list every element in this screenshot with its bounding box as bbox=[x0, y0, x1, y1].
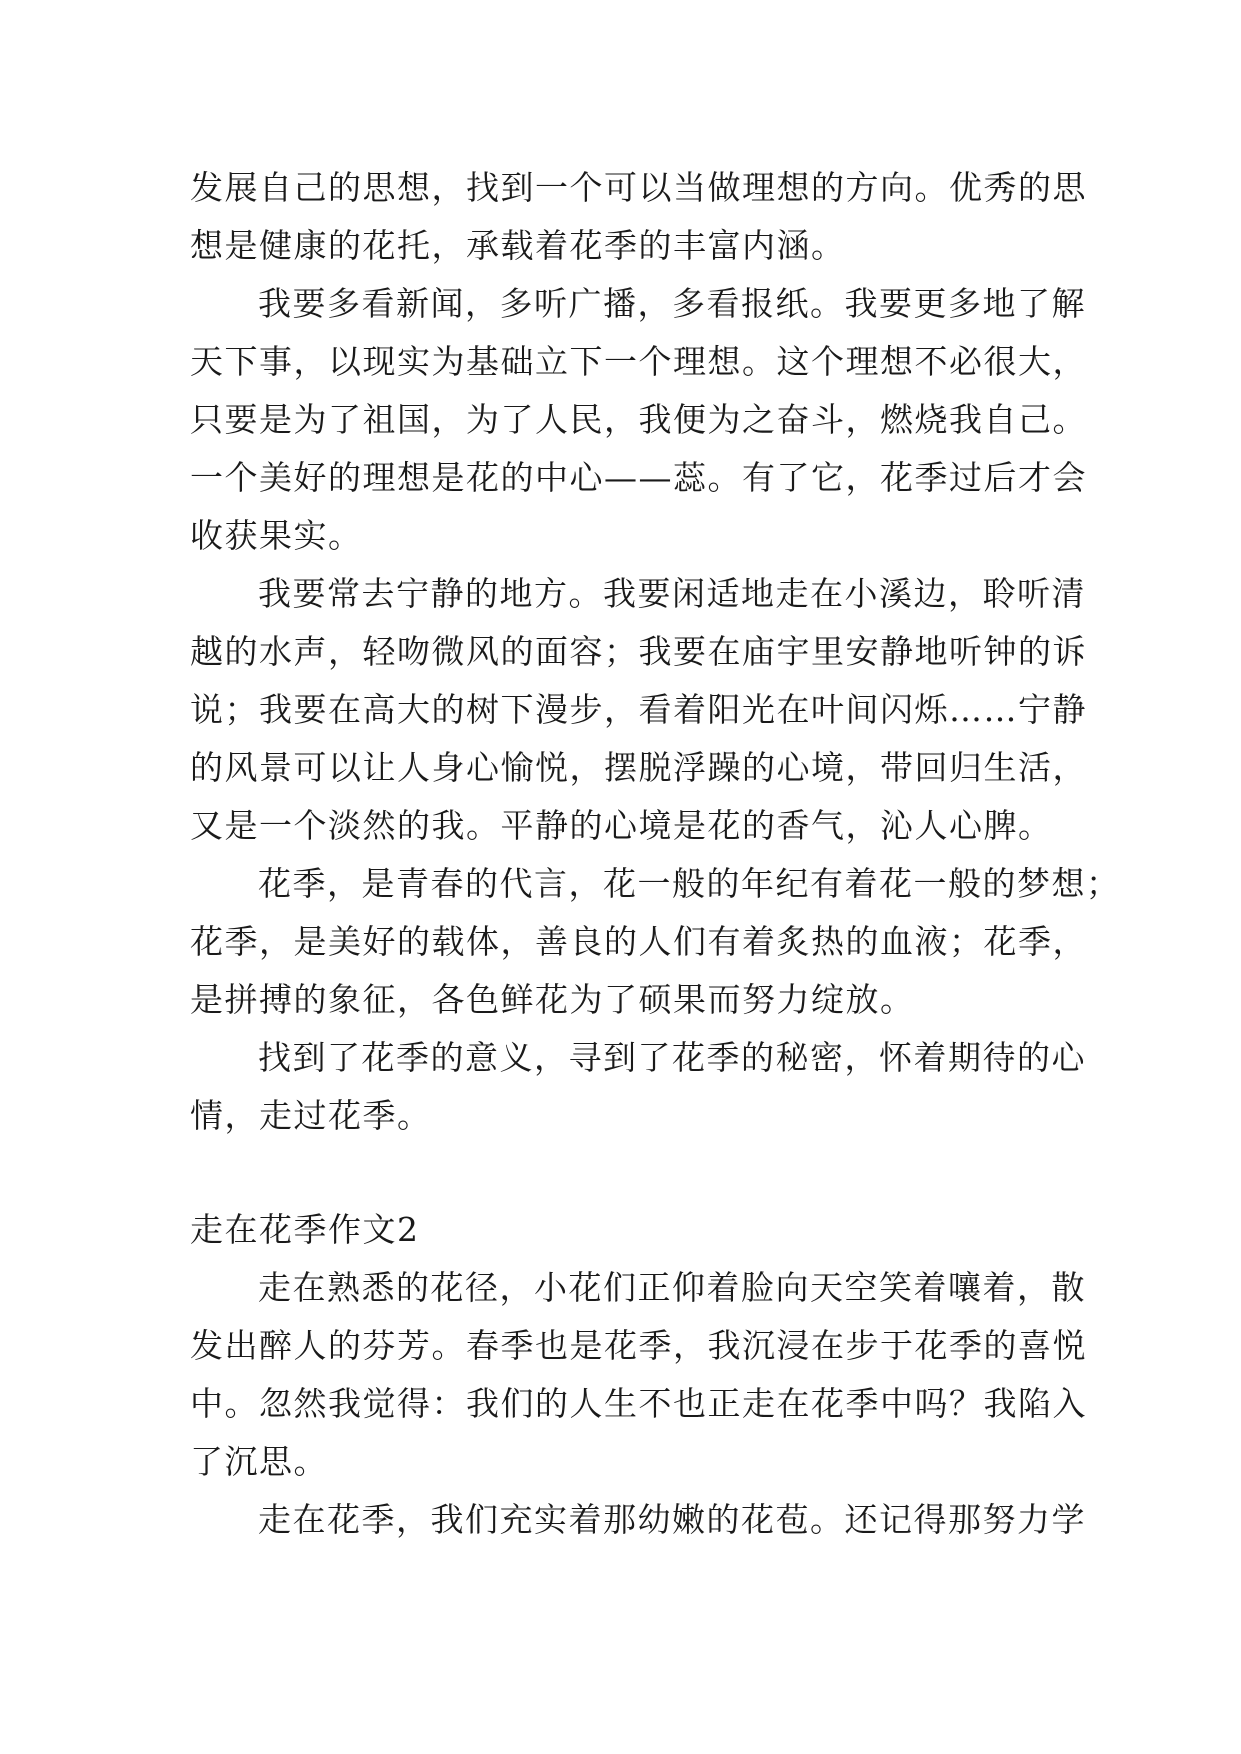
text-line: 中。忽然我觉得：我们的人生不也正走在花季中吗？我陷入 bbox=[190, 1384, 1087, 1423]
paragraph-start-line: 找到了花季的意义，寻到了花季的秘密，怀着期待的心 bbox=[258, 1038, 1086, 1077]
paragraph-start-line: 走在熟悉的花径，小花们正仰着脸向天空笑着嚷着，散 bbox=[258, 1268, 1086, 1307]
text-line: 发出醉人的芬芳。春季也是花季，我沉浸在步于花季的喜悦 bbox=[190, 1326, 1087, 1365]
text-line: 想是健康的花托，承载着花季的丰富内涵。 bbox=[190, 226, 846, 265]
text-line: 是拼搏的象征，各色鲜花为了硕果而努力绽放。 bbox=[190, 980, 915, 1019]
text-line: 天下事，以现实为基础立下一个理想。这个理想不必很大， bbox=[190, 342, 1087, 381]
text-line: 了沉思。 bbox=[190, 1442, 328, 1481]
text-line: 情，走过花季。 bbox=[190, 1096, 432, 1135]
text-line: 收获果实。 bbox=[190, 516, 363, 555]
text-line: 越的水声，轻吻微风的面容；我要在庙宇里安静地听钟的诉 bbox=[190, 632, 1087, 671]
text-line: 一个美好的理想是花的中心——蕊。有了它，花季过后才会 bbox=[190, 458, 1087, 497]
text-line: 花季，是美好的载体，善良的人们有着炙热的血液；花季， bbox=[190, 922, 1087, 961]
paragraph-start-line: 我要常去宁静的地方。我要闲适地走在小溪边，聆听清 bbox=[258, 574, 1086, 613]
paragraph-start-line: 走在花季，我们充实着那幼嫩的花苞。还记得那努力学 bbox=[258, 1500, 1086, 1539]
text-line: 说；我要在高大的树下漫步，看着阳光在叶间闪烁……宁静 bbox=[190, 690, 1087, 729]
section-heading: 走在花季作文2 bbox=[190, 1210, 420, 1249]
text-line: 只要是为了祖国，为了人民，我便为之奋斗，燃烧我自己。 bbox=[190, 400, 1087, 439]
text-line: 发展自己的思想，找到一个可以当做理想的方向。优秀的思 bbox=[190, 168, 1087, 207]
text-line: 的风景可以让人身心愉悦，摆脱浮躁的心境，带回归生活， bbox=[190, 748, 1087, 787]
text-line: 又是一个淡然的我。平静的心境是花的香气，沁人心脾。 bbox=[190, 806, 1053, 845]
paragraph-start-line: 我要多看新闻，多听广播，多看报纸。我要更多地了解 bbox=[258, 284, 1086, 323]
paragraph-start-line: 花季，是青春的代言，花一般的年纪有着花一般的梦想； bbox=[258, 864, 1121, 903]
